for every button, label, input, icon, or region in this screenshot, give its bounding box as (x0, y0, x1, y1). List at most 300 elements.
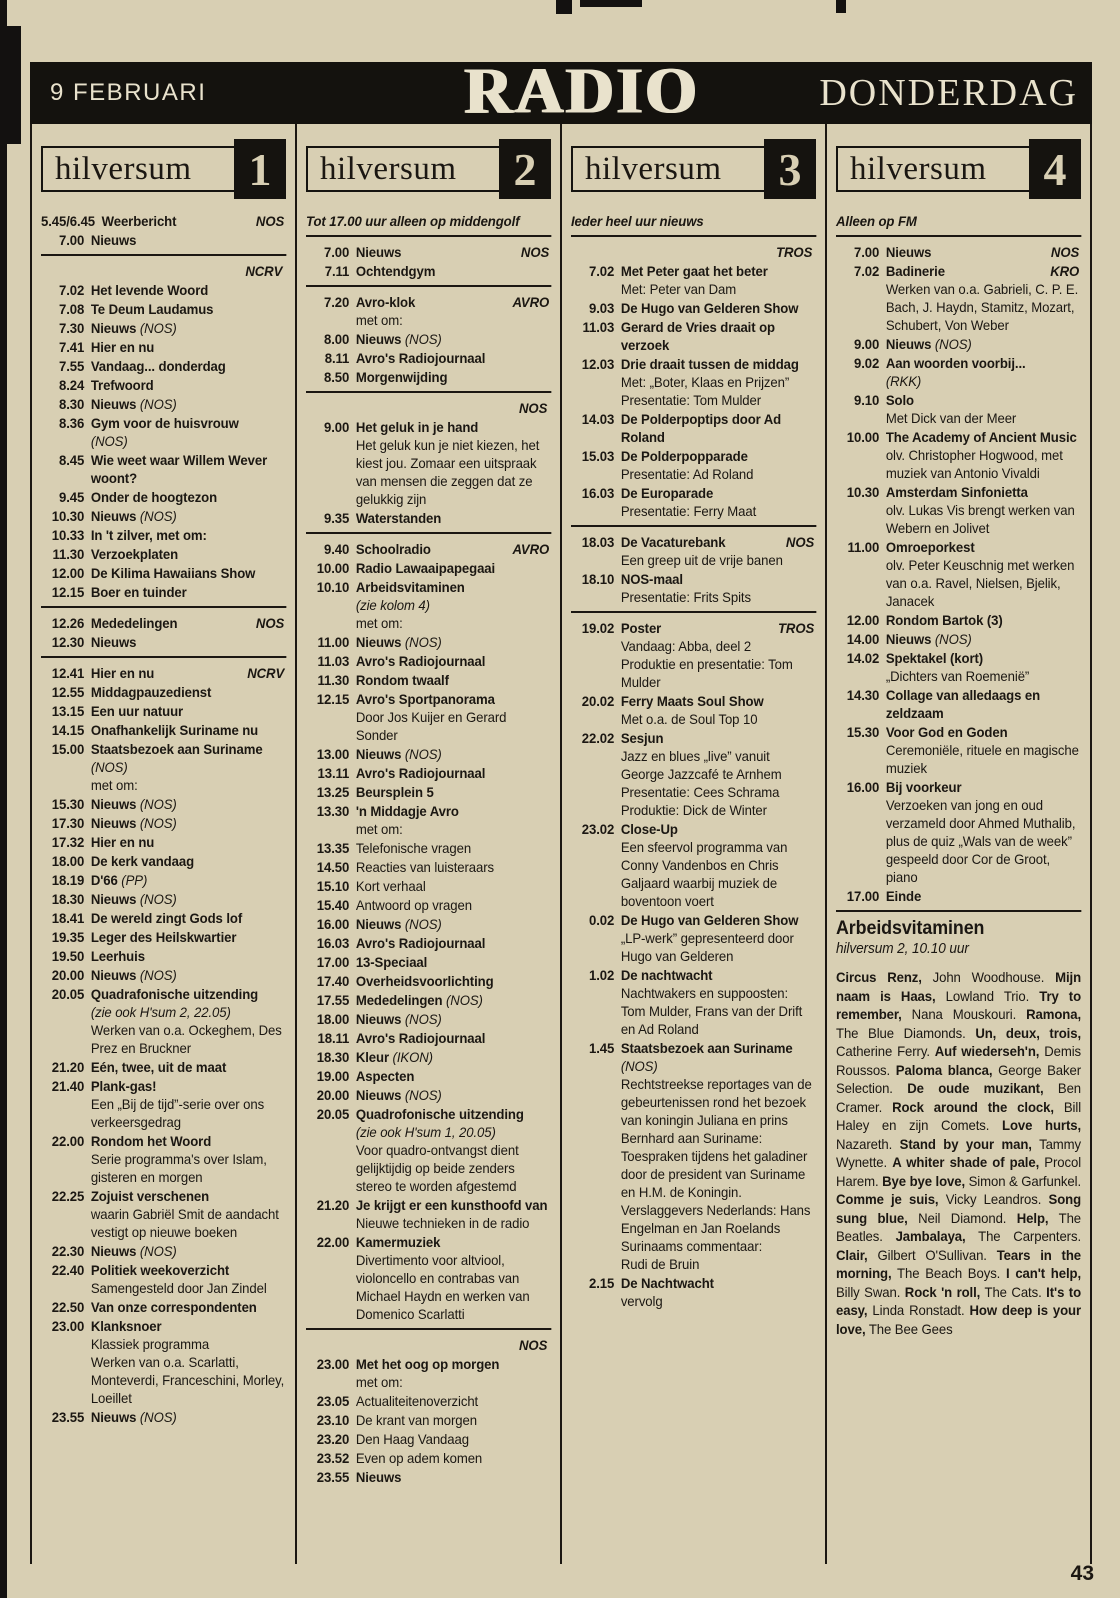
program-time: 14.03 (581, 411, 615, 427)
program-title-line (91, 300, 286, 318)
program-text (879, 686, 1081, 722)
program-title-line (356, 991, 551, 1009)
program-description: (zie ook H'sum 2, 22.05) (90, 1004, 231, 1020)
program-title: Verzoekplaten (90, 546, 179, 562)
program-description: olv. Lukas Vis brengt werken van Webern en Jolivet (885, 502, 1075, 536)
artist-name: Vicky Leandros. (938, 1191, 1049, 1207)
program-title-line (356, 1048, 551, 1066)
program-entry (41, 633, 286, 651)
program-description: Vandaag: Abba, deel 2 (620, 638, 752, 654)
program-title-line (356, 1355, 551, 1373)
program-title: Reacties van luisteraars (355, 859, 494, 875)
program-text (614, 692, 816, 728)
program-entry (306, 991, 551, 1009)
program-title-line (356, 559, 551, 577)
page-edge-block (0, 26, 21, 144)
program-time: 18.19 (51, 872, 85, 888)
program-entry (41, 319, 286, 337)
program-entry (836, 391, 1081, 427)
program-text (349, 783, 551, 801)
program-text (879, 538, 1081, 610)
program-entry (306, 671, 551, 689)
program-title: Nieuws (885, 336, 932, 352)
program-text (84, 702, 286, 720)
program-title: Avro's Radiojournaal (355, 1030, 486, 1046)
program-time: 20.02 (581, 693, 615, 709)
program-title: Klanksnoer (90, 1318, 162, 1334)
program-text (879, 723, 1081, 777)
program-text (349, 915, 551, 933)
program-title-line (91, 814, 286, 832)
program-time: 13.25 (316, 784, 350, 800)
program-title: Nieuws (90, 396, 137, 412)
program-title-line (356, 1029, 551, 1047)
program-text (84, 966, 286, 984)
program-title-line (356, 1411, 551, 1429)
program-description: Serie programma's over Islam, gisteren en morgen (90, 1151, 267, 1185)
section-divider (306, 532, 551, 534)
program-text (614, 318, 816, 354)
program-time: 11.03 (317, 653, 350, 669)
station-column-1 (32, 124, 297, 1564)
program-entry (41, 614, 286, 632)
program-title-line (621, 355, 816, 373)
program-title: Staatsbezoek aan Suriname (620, 1040, 793, 1056)
program-text (879, 335, 1081, 353)
program-title: Nieuws (355, 746, 402, 762)
program-title: Quadrofonische uitzending (355, 1106, 524, 1122)
program-time: 18.11 (317, 1030, 350, 1046)
program-title-line (91, 683, 286, 701)
program-entry (306, 745, 551, 763)
station-column-4 (827, 124, 1090, 1564)
program-time: 1.02 (588, 967, 615, 983)
artist-name: John Woodhouse. (921, 969, 1056, 985)
program-text (349, 243, 551, 261)
program-entry (41, 488, 286, 506)
program-description: vervolg (620, 1293, 663, 1309)
station-note: Tot 17.00 uur alleen op middengolf (306, 213, 520, 229)
program-description: (NOS) (620, 1058, 658, 1074)
artist-name: Linda Ronstadt. (867, 1302, 970, 1318)
program-entry (306, 934, 551, 952)
artist-name: Simon & Garfunkel. (965, 1172, 1082, 1189)
program-title: Nieuws (885, 631, 932, 647)
program-entry (41, 702, 286, 720)
program-title-line (356, 1233, 551, 1251)
program-time: 7.00 (323, 244, 350, 260)
program-title: Onder de hoogtezon (90, 489, 218, 505)
program-title-line (91, 721, 286, 739)
network-tag: AVRO (512, 294, 550, 310)
program-title: Gerard de Vries draait op verzoek (620, 319, 775, 353)
program-title-line (886, 686, 1081, 722)
program-title: Zojuist verschenen (90, 1188, 210, 1204)
program-title-line (886, 335, 1081, 353)
program-title-line (356, 839, 551, 857)
program-title-line (356, 671, 551, 689)
program-text (614, 729, 816, 819)
program-title: Avro's Radiojournaal (355, 653, 486, 669)
program-text (84, 1298, 286, 1316)
program-title-line (91, 583, 286, 601)
section-divider (41, 254, 286, 256)
program-text (84, 664, 286, 682)
program-title: De Vacaturebank (620, 534, 726, 550)
program-description: Werken van o.a. Gabrieli, C. P. E. Bach, J. Haydn, Stamitz, Mozart, Schubert, Von Weber (885, 281, 1079, 333)
program-entry (41, 545, 286, 563)
program-time: 17.40 (316, 973, 350, 989)
program-text (349, 934, 551, 952)
program-title-line (356, 953, 551, 971)
program-description: Met: Peter van Dam (620, 281, 737, 297)
program-time: 14.15 (51, 722, 85, 738)
station-name-box (836, 146, 1031, 192)
program-description: met om: (355, 312, 403, 328)
page-number: 43 (1070, 1562, 1094, 1585)
program-time: 12.00 (846, 612, 880, 628)
song-title: Try to remember, (836, 987, 1082, 1022)
program-text (349, 349, 551, 367)
program-title: Nieuws (885, 244, 932, 260)
program-title-line (886, 354, 1081, 372)
program-text (614, 410, 816, 446)
program-title: Drie draait tussen de middag (620, 356, 799, 372)
program-entry (306, 293, 551, 329)
program-time: 1.45 (588, 1040, 615, 1056)
program-title: Nieuws (90, 1243, 137, 1259)
program-title: Actualiteitenoverzicht (355, 1393, 479, 1409)
program-text (349, 858, 551, 876)
program-title-line (621, 619, 816, 637)
song-title: A whiter shade of pale, (892, 1154, 1040, 1170)
program-time: 10.00 (316, 560, 350, 576)
program-text (614, 447, 816, 483)
program-title: De wereld zingt Gods lof (90, 910, 243, 926)
program-title: Overheidsvoorlichting (355, 973, 494, 989)
program-entry (41, 833, 286, 851)
program-entry (41, 583, 286, 601)
artist-name: George Baker Selection. (836, 1061, 1082, 1096)
program-time: 13.11 (317, 765, 350, 781)
program-text (84, 376, 286, 394)
song-title: Song sung blue, (836, 1191, 1082, 1226)
program-description: Rechtstreekse reportages van de gebeurtenissen rond het bezoek van koningin Juliana en prins Bernhard aan Suriname: Toespraken tijdens het galadiner door de president van Suriname en H.M. de Koningin. Verslaggevers Nederlands: Hans Engelman en Jan Roelands (620, 1076, 812, 1236)
program-title: Spektakel (kort) (885, 650, 984, 666)
program-time: 9.00 (323, 419, 350, 435)
program-title: 'n Middagje Avro (355, 803, 459, 819)
program-title: Morgenwijding (355, 369, 448, 385)
program-entry (306, 1449, 551, 1467)
program-time: 23.00 (51, 1318, 85, 1334)
program-title-line (356, 934, 551, 952)
program-title: Politiek weekoverzicht (90, 1262, 230, 1278)
program-time: 9.00 (853, 336, 880, 352)
program-title-line (102, 212, 286, 230)
program-time: 8.00 (323, 331, 350, 347)
song-title: Paloma blanca, (895, 1061, 993, 1078)
program-entry (41, 795, 286, 813)
program-time: 19.35 (51, 929, 85, 945)
program-title: Boer en tuinder (90, 584, 187, 600)
program-network-inline: (NOS) (136, 1243, 177, 1259)
program-title: Close-Up (620, 821, 678, 837)
song-title: De oude muzikant, (907, 1080, 1044, 1096)
network-tag: NOS (255, 213, 285, 229)
program-title: Poster (620, 620, 662, 636)
program-time: 7.02 (588, 263, 615, 279)
program-title-line (91, 1058, 286, 1076)
program-time: 21.20 (316, 1197, 350, 1213)
program-entry (41, 1408, 286, 1426)
program-entry (41, 357, 286, 375)
program-text (84, 1187, 286, 1241)
program-description: met om: (90, 777, 138, 793)
program-description: Een greep uit de vrije banen (620, 552, 783, 568)
program-text (349, 1355, 551, 1391)
program-time: 10.10 (316, 579, 350, 595)
program-text (879, 649, 1081, 685)
program-title-line (91, 414, 286, 432)
program-text (84, 833, 286, 851)
program-title-line (356, 802, 551, 820)
artist-name: Nazareth. (836, 1135, 900, 1152)
program-network-inline: (IKON) (388, 1049, 433, 1065)
program-entry (306, 330, 551, 348)
program-time: 9.10 (853, 392, 880, 408)
section-divider (571, 611, 816, 613)
program-description: waarin Gabriël Smit de aandacht vestigt op nieuwe boeken (90, 1206, 279, 1240)
program-description: Nachtwakers en suppoosten: (620, 985, 789, 1001)
program-title: Vandaag... donderdag (90, 358, 226, 374)
program-entry (306, 839, 551, 857)
program-time: 23.10 (316, 1412, 350, 1428)
program-text (84, 985, 286, 1057)
station-name-box (41, 146, 236, 192)
program-title: Sesjun (620, 730, 664, 746)
program-title: Je krijgt er een kunsthoofd van (355, 1197, 548, 1213)
section-divider (41, 656, 286, 658)
program-title: Radio Lawaaipapegaai (355, 560, 496, 576)
program-title: Nieuws (355, 634, 402, 650)
program-title: Even op adem komen (355, 1450, 483, 1466)
program-text (614, 619, 816, 691)
program-title-line (91, 451, 286, 487)
program-title: Quadrafonische uitzending (90, 986, 259, 1002)
section-divider (41, 606, 286, 608)
station-listings (571, 212, 816, 1310)
program-title: Met Peter gaat het beter (620, 263, 768, 279)
program-time: 13.35 (316, 840, 350, 856)
program-network-inline: (NOS) (401, 634, 442, 650)
program-network-inline: (NOS) (401, 331, 442, 347)
program-description: Voor quadro-ontvangst dient gelijktijdig op beide zenders stereo te worden afgestemd (355, 1142, 519, 1194)
program-title: Eén, twee, uit de maat (90, 1059, 227, 1075)
program-text (349, 802, 551, 838)
program-entry (41, 526, 286, 544)
program-title: Wie weet waar Willem Wever woont? (90, 452, 268, 486)
section-divider (306, 391, 551, 393)
program-title: De Polderpopparade (620, 448, 748, 464)
program-text (84, 564, 286, 582)
program-entry (41, 414, 286, 450)
program-title: Onafhankelijk Suriname nu (90, 722, 259, 738)
program-title-line (356, 652, 551, 670)
program-time: 9.35 (323, 510, 350, 526)
program-time: 22.30 (51, 1243, 85, 1259)
program-text (349, 1233, 551, 1323)
program-title-line (886, 428, 1081, 446)
artist-name: The Beatles. (836, 1209, 1082, 1244)
program-title-line (91, 702, 286, 720)
program-time: 12.00 (51, 565, 85, 581)
program-title-line (886, 262, 1081, 280)
program-text (614, 1274, 816, 1310)
feature-body (836, 968, 1081, 1338)
program-title-line (356, 1086, 551, 1104)
program-description: Met Dick van der Meer (885, 410, 1017, 426)
program-network-inline: (NOS) (401, 746, 442, 762)
program-description: met om: (355, 615, 403, 631)
program-title-line (886, 391, 1081, 409)
program-title: De nachtwacht (620, 967, 713, 983)
program-entry (306, 1430, 551, 1448)
program-entry (306, 1105, 551, 1195)
program-text (84, 319, 286, 337)
network-label: NCRV (245, 263, 283, 279)
program-title: Nieuws (90, 232, 137, 248)
program-title-line (356, 690, 551, 708)
program-entry (571, 355, 816, 409)
program-text (349, 368, 551, 386)
program-entry (836, 335, 1081, 353)
program-text (84, 683, 286, 701)
program-text (349, 1392, 551, 1410)
program-time: 8.36 (58, 415, 85, 431)
program-text (349, 972, 551, 990)
program-time: 15.03 (581, 448, 615, 464)
program-time: 10.30 (51, 508, 85, 524)
program-time: 19.50 (51, 948, 85, 964)
program-time: 8.30 (58, 396, 85, 412)
program-title: Plank-gas! (90, 1078, 157, 1094)
program-time: 5.45/6.45 (41, 213, 96, 229)
program-title-line (621, 533, 816, 551)
program-entry (41, 683, 286, 701)
program-network-inline: (NOS) (136, 320, 177, 336)
program-text (879, 483, 1081, 537)
program-entry (41, 1317, 286, 1407)
program-text (84, 451, 286, 487)
page-edge-strip (0, 0, 7, 1598)
program-title-line (91, 833, 286, 851)
program-text (84, 488, 286, 506)
program-entry (836, 538, 1081, 610)
program-time: 15.40 (316, 897, 350, 913)
program-time: 7.02 (58, 282, 85, 298)
program-title: Aan woorden voorbij... (885, 355, 1026, 371)
program-time: 22.00 (316, 1234, 350, 1250)
program-title: Leerhuis (90, 948, 145, 964)
program-title-line (91, 395, 286, 413)
program-time: 15.10 (316, 878, 350, 894)
song-title: Stand by your man, (899, 1135, 1032, 1152)
program-entry (306, 1355, 551, 1391)
program-text (84, 281, 286, 299)
program-title-line (356, 1196, 551, 1214)
program-title-line (91, 1298, 286, 1316)
song-title: I can't help, (1006, 1265, 1082, 1281)
program-time: 8.11 (324, 350, 350, 366)
program-text (614, 570, 816, 606)
program-entry (306, 1392, 551, 1410)
station-name-box (571, 146, 766, 192)
program-title-line (91, 1242, 286, 1260)
program-network-inline: (NOS) (931, 336, 972, 352)
program-time: 12.55 (51, 684, 85, 700)
print-bleed-mark (836, 0, 846, 13)
program-title-line (621, 820, 816, 838)
program-title: Nieuws (355, 244, 402, 260)
network-tag: TROS (777, 620, 815, 636)
program-time: 15.30 (51, 796, 85, 812)
program-entry (571, 619, 816, 691)
program-time: 8.45 (58, 452, 85, 468)
program-entry (306, 690, 551, 744)
program-title: Middagpauzedienst (90, 684, 212, 700)
song-title: Love hurts, (1002, 1117, 1082, 1133)
program-entry (306, 559, 551, 577)
program-title-line (621, 570, 816, 588)
program-entry (306, 1233, 551, 1323)
program-title: Avro's Sportpanorama (355, 691, 495, 707)
program-title-line (91, 231, 286, 249)
program-time: 11.30 (52, 546, 85, 562)
program-title: Nieuws (355, 916, 402, 932)
program-title: Badinerie (885, 263, 945, 279)
artist-name: Bill Haley en zijn Comets. (836, 1098, 1082, 1133)
program-text (349, 293, 551, 329)
station-header (41, 138, 286, 200)
song-title: Mijn naam is Haas, (836, 969, 1082, 1004)
program-title-line (356, 578, 551, 596)
program-title: De kerk vandaag (90, 853, 195, 869)
program-time: 9.45 (58, 489, 85, 505)
program-entry (41, 928, 286, 946)
program-time: 7.55 (58, 358, 85, 374)
program-title-line (621, 729, 816, 747)
feature-article (836, 920, 1081, 1338)
program-time: 17.00 (846, 888, 880, 904)
program-text (349, 330, 551, 348)
program-title-line (91, 281, 286, 299)
program-time: 12.15 (316, 691, 350, 707)
program-time: 18.00 (51, 853, 85, 869)
program-entry (836, 630, 1081, 648)
program-entry (306, 896, 551, 914)
program-text (614, 1039, 816, 1273)
program-time: 7.41 (58, 339, 85, 355)
program-entry (571, 484, 816, 520)
program-text (349, 509, 551, 527)
program-title: De Kilima Hawaiians Show (90, 565, 256, 581)
program-title-line (91, 633, 286, 651)
program-entry (306, 578, 551, 632)
program-title: NOS-maal (620, 571, 683, 587)
program-title-line (621, 484, 816, 502)
program-text (84, 633, 286, 651)
program-network-inline: (NOS) (442, 992, 483, 1008)
